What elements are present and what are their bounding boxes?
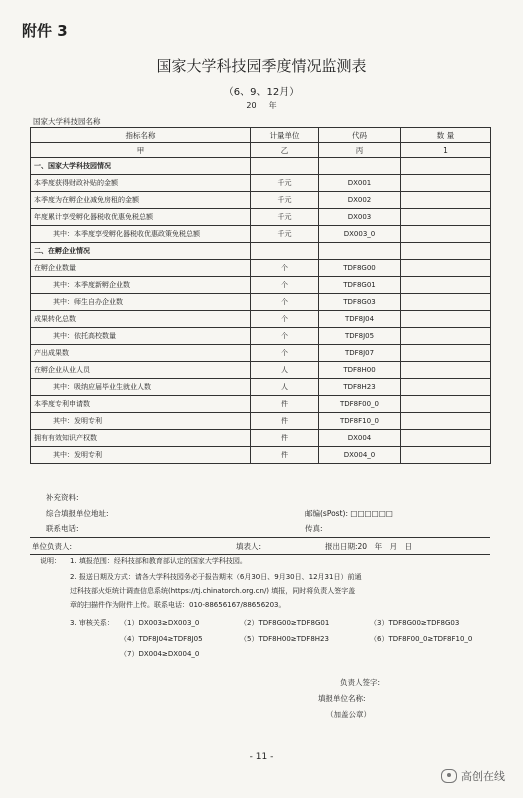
- table-row: [31, 158, 491, 175]
- supplement-title: 补充资料:: [46, 493, 79, 502]
- indicator-name: 其中：发明专利: [31, 413, 251, 430]
- letter-a: 甲: [31, 143, 251, 158]
- note-2a: 2. 报送日期及方式：请各大学科技园务必于报告期末（6月30日、9月30日、12月31日）前通: [70, 573, 362, 581]
- quantity-cell[interactable]: [401, 328, 491, 345]
- code-cell: TDF8H23: [319, 379, 401, 396]
- code-cell: TDF8F10_0: [319, 413, 401, 430]
- unit-cell: 个: [251, 311, 319, 328]
- indicator-name: 拥有有效知识产权数: [31, 430, 251, 447]
- unit-cell: 件: [251, 413, 319, 430]
- code-cell: DX003_0: [319, 226, 401, 243]
- table-row: [31, 379, 491, 396]
- unit-cell: 人: [251, 379, 319, 396]
- letter-1: 1: [401, 143, 491, 158]
- indicator-name: 一、国家大学科技园情况: [31, 158, 251, 175]
- check-5: （5）TDF8H00≥TDF8H23: [240, 635, 329, 643]
- check-4: （4）TDF8J04≥TDF8J05: [120, 635, 203, 643]
- code-cell: TDF8J04: [319, 311, 401, 328]
- indicator-name: 在孵企业数量: [31, 260, 251, 277]
- code-cell: TDF8J05: [319, 328, 401, 345]
- indicator-name: 本季度为在孵企业减免房租的金额: [31, 192, 251, 209]
- table-letter-row: [31, 143, 491, 158]
- indicator-name: 产出成果数: [31, 345, 251, 362]
- quantity-cell[interactable]: [401, 175, 491, 192]
- indicator-name: 成果转化总数: [31, 311, 251, 328]
- header-indicator: 指标名称: [31, 128, 251, 143]
- unit-cell: 件: [251, 430, 319, 447]
- note-2b: 过科技部火炬统计调查信息系统(https://tj.chinatorch.org.cn/) 填报，同时将负责人签字盖: [70, 587, 356, 595]
- quantity-cell[interactable]: [401, 294, 491, 311]
- table-row: [31, 413, 491, 430]
- header-code: 代码: [319, 128, 401, 143]
- indicator-name: 本季度获得财政补贴的金额: [31, 175, 251, 192]
- note-3: 3. 审核关系：: [70, 619, 114, 627]
- indicator-name: 其中：吸纳应届毕业生就业人数: [31, 379, 251, 396]
- unit-cell: 千元: [251, 175, 319, 192]
- unit-cell: 个: [251, 328, 319, 345]
- chat-bubble-icon: [441, 769, 457, 783]
- unit-cell: 个: [251, 260, 319, 277]
- letter-b: 乙: [251, 143, 319, 158]
- note-1: 1. 填报范围：经科技部和教育部认定的国家大学科技园。: [70, 557, 247, 565]
- note-2c: 章的扫描件作为附件上传。联系电话：010-88656167/88656203。: [70, 601, 286, 609]
- table-row: [31, 209, 491, 226]
- quantity-cell[interactable]: [401, 413, 491, 430]
- check-1: （1）DX003≥DX003_0: [120, 619, 200, 627]
- check-2: （2）TDF8G00≥TDF8G01: [240, 619, 330, 627]
- quantity-cell[interactable]: [401, 226, 491, 243]
- quantity-cell[interactable]: [401, 345, 491, 362]
- supplement-phone: 联系电话:: [46, 524, 79, 533]
- indicator-name: 其中：发明专利: [31, 447, 251, 464]
- unit-cell: 件: [251, 447, 319, 464]
- indicator-name: 在孵企业从业人员: [31, 362, 251, 379]
- indicator-name: 其中：本季度新孵企业数: [31, 277, 251, 294]
- table-row: [31, 226, 491, 243]
- letter-c: 丙: [319, 143, 401, 158]
- table-row: [31, 311, 491, 328]
- annex-label: 附件 3: [22, 22, 68, 40]
- quantity-cell[interactable]: [401, 209, 491, 226]
- code-cell: TDF8G03: [319, 294, 401, 311]
- check-7: （7）DX004≥DX004_0: [120, 650, 200, 658]
- unit-cell: 个: [251, 345, 319, 362]
- quantity-cell[interactable]: [401, 311, 491, 328]
- table-row: [31, 362, 491, 379]
- code-cell: TDF8F00_0: [319, 396, 401, 413]
- quantity-cell[interactable]: [401, 243, 491, 260]
- code-cell: TDF8G00: [319, 260, 401, 277]
- indicator-name: 年度累计享受孵化器税收优惠免税总额: [31, 209, 251, 226]
- footer-date: 报出日期:20 年 月 日: [325, 542, 413, 551]
- code-cell: [319, 243, 401, 260]
- watermark-text: 高创在线: [461, 770, 505, 783]
- header-unit: 计量单位: [251, 128, 319, 143]
- quantity-cell[interactable]: [401, 260, 491, 277]
- unit-cell: [251, 243, 319, 260]
- unit-cell: [251, 158, 319, 175]
- code-cell: DX004_0: [319, 447, 401, 464]
- unit-cell: 千元: [251, 209, 319, 226]
- year-unit: 年: [268, 101, 277, 110]
- code-cell: DX003: [319, 209, 401, 226]
- year-line: [0, 100, 523, 111]
- quantity-cell[interactable]: [401, 362, 491, 379]
- unit-cell: 件: [251, 396, 319, 413]
- sign-seal: （加盖公章）: [326, 710, 371, 719]
- table-row: [31, 345, 491, 362]
- table-row: [31, 192, 491, 209]
- quantity-cell[interactable]: [401, 430, 491, 447]
- notes-title: 说明：: [40, 557, 61, 565]
- code-cell: DX001: [319, 175, 401, 192]
- table-row: [31, 243, 491, 260]
- footer-divider: [30, 537, 490, 538]
- unit-cell: 个: [251, 294, 319, 311]
- code-cell: TDF8G01: [319, 277, 401, 294]
- code-cell: TDF8J07: [319, 345, 401, 362]
- unit-cell: 千元: [251, 226, 319, 243]
- supplement-postcode: 邮编(sPost): □□□□□□: [305, 509, 393, 518]
- unit-cell: 个: [251, 277, 319, 294]
- check-6: （6）TDF8F00_0≥TDF8F10_0: [370, 635, 473, 643]
- check-3: （3）TDF8G00≥TDF8G03: [370, 619, 460, 627]
- table-row: [31, 260, 491, 277]
- sign-signature: 负责人签字:: [340, 678, 381, 687]
- code-cell: DX004: [319, 430, 401, 447]
- quantity-cell[interactable]: [401, 158, 491, 175]
- indicator-name: 其中：师生自办企业数: [31, 294, 251, 311]
- monitoring-table: [30, 127, 491, 464]
- table-row: [31, 277, 491, 294]
- code-cell: DX002: [319, 192, 401, 209]
- page-number: - 11 -: [249, 752, 274, 762]
- table-row: [31, 430, 491, 447]
- table-row: [31, 175, 491, 192]
- table-header-row: [31, 128, 491, 143]
- quantity-cell[interactable]: [401, 447, 491, 464]
- code-cell: [319, 158, 401, 175]
- park-name-label: 国家大学科技园名称: [33, 117, 101, 126]
- table-row: [31, 396, 491, 413]
- table-row: [31, 328, 491, 345]
- sign-unit: 填报单位名称:: [318, 694, 366, 703]
- supplement-address: 综合填报单位地址:: [46, 509, 109, 518]
- quantity-cell[interactable]: [401, 379, 491, 396]
- indicator-name: 本季度专利申请数: [31, 396, 251, 413]
- unit-cell: 千元: [251, 192, 319, 209]
- header-quantity: 数 量: [401, 128, 491, 143]
- code-cell: TDF8H00: [319, 362, 401, 379]
- indicator-name: 其中：依托高校数量: [31, 328, 251, 345]
- footer-filler: 填表人:: [236, 542, 262, 551]
- quantity-cell[interactable]: [401, 277, 491, 294]
- table-row: [31, 294, 491, 311]
- quantity-cell[interactable]: [401, 396, 491, 413]
- indicator-name: 二、在孵企业情况: [31, 243, 251, 260]
- form-subtitle: （6、9、12月）: [223, 87, 300, 98]
- indicator-name: 其中：本季度享受孵化器税收优惠政策免税总额: [31, 226, 251, 243]
- supplement-fax: 传真:: [305, 524, 323, 533]
- table-row: [31, 447, 491, 464]
- form-title: 国家大学科技园季度情况监测表: [156, 57, 367, 75]
- year-num: 20: [246, 101, 257, 110]
- quantity-cell[interactable]: [401, 192, 491, 209]
- watermark: [441, 768, 505, 784]
- unit-cell: 人: [251, 362, 319, 379]
- footer-head: 单位负责人:: [32, 542, 73, 551]
